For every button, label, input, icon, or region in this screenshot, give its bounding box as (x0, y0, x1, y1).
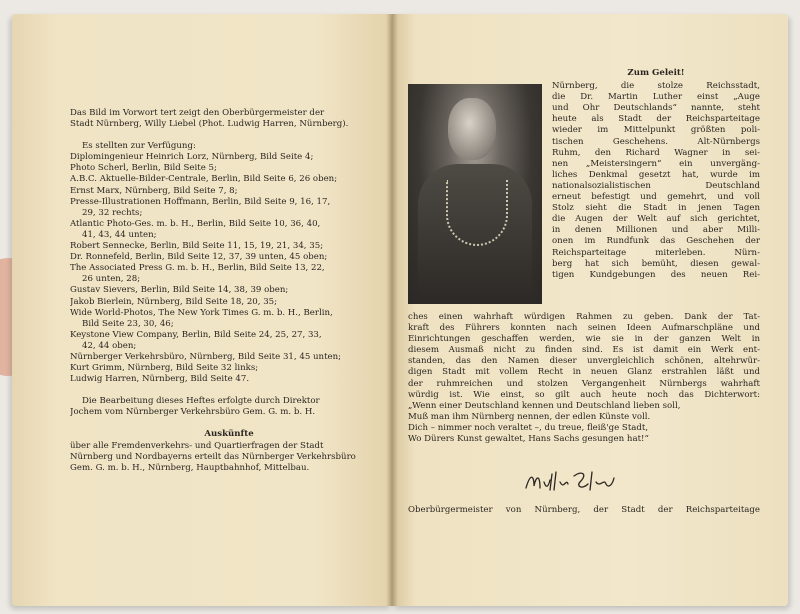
info-heading: Auskünfte (204, 429, 254, 440)
credit-line: Diplomingenieur Heinrich Lorz, Nürnberg, Bild Seite 4; (70, 152, 314, 163)
credits-heading: Es stellten zur Verfügung: (82, 141, 196, 152)
column-line: und Ohr Deutschlands“ nannte, steht (552, 103, 760, 114)
credit-line: 42, 44 oben; (82, 340, 137, 351)
signature-caption: Oberbürgermeister von Nürnberg, der Stadt der Reichsparteitage (408, 505, 760, 515)
intro-line: Stadt Nürnberg, Willy Liebel (Phot. Ludwig Harren, Nürnberg). (70, 119, 349, 130)
signature-image (522, 468, 618, 498)
credit-line: Presse-Illustrationen Hoffmann, Berlin, Bild Seite 9, 16, 17, (70, 196, 331, 207)
body-line: digen Stadt mit vollem Recht in neuen Glanz erstrahlen läßt und (408, 367, 760, 378)
right-full-text (408, 312, 760, 445)
column-line: in denen Millionen und aber Milli- (552, 225, 760, 236)
column-line: erneut befestigt und gemehrt, und voll (552, 192, 760, 203)
editing-line: Jochem vom Nürnberger Verkehrsbüro Gem. G. m. b. H. (70, 407, 316, 418)
body-line: standen, das den Namen dieser unvergleichlich schönen, altehrwür- (408, 356, 760, 367)
column-line: liches Denkmal gesetzt hat, wurde im (552, 169, 760, 180)
body-line: kraft des Führers konnten nach seinen Ideen Aufmarschpläne und (408, 323, 760, 334)
credit-line: The Associated Press G. m. b. H., Berlin, Bild Seite 13, 22, (70, 263, 325, 274)
column-line: nationalsozialistischen Deutschland (552, 180, 760, 191)
credit-line: 29, 32 rechts; (82, 207, 143, 218)
column-line: Nürnberg, die stolze Reichsstadt, (552, 81, 760, 92)
column-line: tischen Geschehens. Alt-Nürnbergs (552, 136, 760, 147)
body-line: der ruhmreichen und stolzen Vergangenheit Nürnbergs wahrhaft (408, 378, 760, 389)
body-line: ches einen wahrhaft würdigen Rahmen zu geben. Dank der Tat- (408, 312, 760, 322)
body-line: diesem Ausmaß nicht zu finden sind. Es ist damit ein Werk ent- (408, 345, 760, 356)
credit-line: 26 unten, 28; (82, 274, 141, 285)
credit-line: Keystone View Company, Berlin, Bild Seite 24, 25, 27, 33, (70, 329, 322, 340)
poem-line: Wo Dürers Kunst gewaltet, Hans Sachs gesungen hat!“ (408, 434, 649, 445)
credit-line: Wide World-Photos, The New York Times G. m. b. H., Berlin, (70, 307, 333, 318)
right-column-text (552, 68, 760, 281)
credit-line: A.B.C. Aktuelle-Bilder-Centrale, Berlin, Bild Seite 6, 26 oben; (70, 174, 338, 185)
column-line: die Dr. Martin Luther einst „Auge (552, 92, 760, 103)
column-line: tigen Kundgebungen des neuen Rei- (552, 269, 760, 280)
credit-line: Jakob Bierlein, Nürnberg, Bild Seite 18, 20, 35; (70, 296, 278, 307)
column-line: berg hat sich bemüht, diesen gewal- (552, 258, 760, 269)
portrait-photo (408, 84, 542, 304)
credit-line: 41, 43, 44 unten; (82, 229, 157, 240)
info-line: Nürnberg und Nordbayerns erteilt das Nürnberger Verkehrsbüro (70, 451, 356, 462)
left-page-text (70, 108, 388, 474)
column-line: Reichsparteitage miterleben. Nürn- (552, 247, 760, 258)
credit-line: Bild Seite 23, 30, 46; (82, 318, 174, 329)
column-line: die Augen der Welt auf sich gerichtet, (552, 214, 760, 225)
column-line: Stolz sieht die Stadt in jenen Tagen (552, 203, 760, 214)
credit-line: Kurt Grimm, Nürnberg, Bild Seite 32 links; (70, 363, 259, 374)
editing-line: Die Bearbeitung dieses Heftes erfolgte durch Direktor (82, 396, 320, 407)
column-line: Ruhm, den Richard Wagner in sei- (552, 147, 760, 158)
poem-line: „Wenn einer Deutschland kennen und Deutschland lieben soll, (408, 400, 681, 411)
column-line: onen im Rundfunk das Geschehen der (552, 236, 760, 247)
info-line: Gem. G. m. b. H., Nürnberg, Hauptbahnhof, Mittelbau. (70, 462, 310, 473)
credit-line: Dr. Ronnefeld, Berlin, Bild Seite 12, 37, 39 unten, 45 oben; (70, 252, 328, 263)
column-line: nen „Meistersingern“ ein unvergäng- (552, 158, 760, 169)
info-line: über alle Fremdenverkehrs- und Quartierfragen der Stadt (70, 440, 324, 451)
column-line: wieder im Mittelpunkt größten poli- (552, 125, 760, 136)
credit-line: Ernst Marx, Nürnberg, Bild Seite 7, 8; (70, 185, 238, 196)
poem-line: Dich – nimmer noch veraltet –, du treue, fleiß'ge Stadt, (408, 422, 649, 433)
credit-line: Robert Sennecke, Berlin, Bild Seite 11, 15, 19, 21, 34, 35; (70, 241, 324, 252)
intro-line: Das Bild im Vorwort tert zeigt den Oberbürgermeister der (70, 108, 325, 118)
credit-line: Gustav Sievers, Berlin, Bild Seite 14, 38, 39 oben; (70, 285, 289, 296)
poem-line: Muß man ihm Nürnberg nennen, der edlen Künste voll. (408, 411, 651, 422)
credit-line: Nürnberger Verkehrsbüro, Nürnberg, Bild Seite 31, 45 unten; (70, 351, 342, 362)
body-line: Einrichtungen geschaffen werden, wie sie in der ganzen Welt in (408, 334, 760, 345)
credit-line: Atlantic Photo-Ges. m. b. H., Berlin, Bild Seite 10, 36, 40, (70, 218, 321, 229)
column-line: heute als Stadt der Reichsparteitage (552, 114, 760, 125)
page-title: Zum Geleit! (627, 68, 685, 78)
credit-line: Photo Scherl, Berlin, Bild Seite 5; (70, 163, 217, 174)
body-line: würdig ist. Wie einst, so gilt auch heute noch das Dichterwort: (408, 389, 760, 400)
credit-line: Ludwig Harren, Nürnberg, Bild Seite 47. (70, 374, 250, 385)
